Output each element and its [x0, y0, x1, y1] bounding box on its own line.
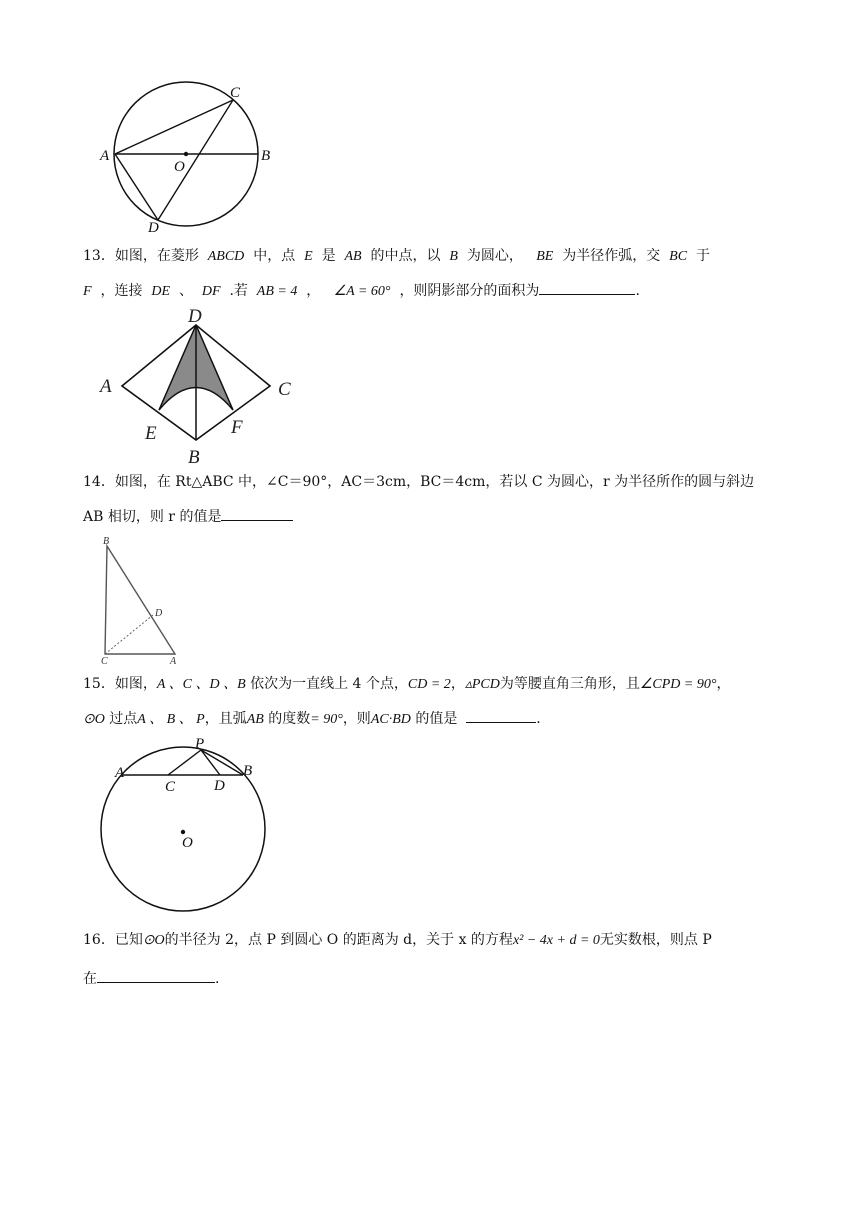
- label-a: A: [100, 148, 110, 164]
- text: 于: [695, 248, 710, 264]
- math-ab: AB: [344, 249, 362, 264]
- text: 如图，在 Rt△ABC 中，∠C＝90°，AC＝3cm，BC＝4cm，若以 C 为圆心，r 为半径所作的圆与斜边: [114, 474, 755, 490]
- text: ，则: [342, 711, 371, 727]
- math-product: AC·BD: [370, 712, 411, 727]
- math-bc: BC: [669, 249, 688, 264]
- question-number: 13．: [83, 248, 115, 264]
- math-arc: AB: [246, 712, 264, 727]
- text: AB 相切，则 r 的值是: [83, 509, 222, 525]
- math-degree: = 90°: [310, 712, 343, 727]
- question-number: 15．: [83, 676, 115, 692]
- label-p: P: [195, 736, 205, 752]
- text: ，: [716, 676, 731, 692]
- triangle-abc: [105, 546, 175, 654]
- figure-rhombus: [95, 300, 300, 470]
- q14-line2: [83, 506, 293, 528]
- text: 依次为一直线上 4 个点，: [250, 676, 408, 692]
- q14-line1: [83, 471, 754, 493]
- text: 过点: [109, 711, 138, 727]
- q15-line2: [83, 708, 541, 731]
- q13-line1: [83, 245, 710, 268]
- text: 是: [321, 248, 336, 264]
- math-b: B: [449, 249, 458, 264]
- label-d: D: [188, 306, 202, 327]
- label-d: D: [148, 220, 159, 236]
- math-df: DF: [201, 284, 221, 299]
- text: 为半径作弧，交: [562, 248, 661, 264]
- question-number: 16．: [83, 932, 115, 948]
- text: 为等腰直角三角形，且: [499, 676, 640, 692]
- label-e: E: [145, 423, 157, 444]
- segment-pb: [201, 750, 243, 775]
- circle-triangle-diagram: [95, 733, 280, 918]
- answer-blank: [97, 968, 215, 983]
- q15-line1: [83, 673, 730, 696]
- text: ，且弧: [204, 711, 247, 727]
- text: 的值是: [415, 711, 458, 727]
- label-c: C: [165, 779, 176, 795]
- text: 无实数根，则点 P: [599, 932, 712, 948]
- figure-circle-chords: [95, 78, 295, 238]
- math-equation: x² − 4x + d = 0: [512, 933, 600, 948]
- text: 、: [178, 283, 193, 299]
- text: 在: [83, 971, 97, 987]
- math-be: BE: [536, 249, 554, 264]
- label-b: B: [243, 763, 253, 779]
- text: .: [536, 711, 541, 727]
- text: .若: [229, 283, 248, 299]
- label-a: A: [100, 376, 112, 397]
- math-ab-eq: AB = 4: [256, 284, 298, 299]
- label-a: A: [115, 765, 125, 781]
- figure-circle-triangle: [95, 733, 280, 918]
- text: 的半径为 2，点 P 到圆心 O 的距离为 d，关于 x 的方程: [164, 932, 513, 948]
- text: 已知: [114, 932, 143, 948]
- math-f: F: [83, 284, 92, 299]
- chord-cd: [158, 100, 233, 220]
- label-o: O: [174, 159, 185, 175]
- label-d: D: [214, 778, 225, 794]
- math-circle-o: ⊙O: [83, 712, 105, 727]
- label-c: C: [230, 85, 241, 101]
- text: 如图，: [114, 676, 157, 692]
- text: ，则阴影部分的面积为: [399, 283, 540, 299]
- segment-cp: [168, 750, 201, 775]
- label-d: D: [155, 608, 163, 619]
- q16-line2: [83, 968, 219, 990]
- figure-right-triangle: [95, 532, 195, 667]
- math-cd-eq: CD = 2: [407, 677, 451, 692]
- math-de: DE: [151, 284, 171, 299]
- text: 的中点，以: [370, 248, 441, 264]
- label-b: B: [261, 148, 271, 164]
- answer-blank: [221, 506, 293, 521]
- text: 中，点: [253, 248, 296, 264]
- math-abcd: ABCD: [207, 249, 245, 264]
- answer-blank: [539, 280, 635, 295]
- math-points: A 、 B 、 P: [137, 712, 205, 727]
- text: 的度数: [268, 711, 311, 727]
- math-triangle: ▵PCD: [464, 677, 500, 692]
- text: ，连接: [100, 283, 143, 299]
- label-c: C: [101, 656, 108, 667]
- text: .: [215, 971, 220, 987]
- answer-blank: [466, 708, 536, 723]
- question-number: 14．: [83, 474, 115, 490]
- segment-cd: [105, 615, 153, 654]
- label-b: B: [188, 447, 200, 468]
- text: .: [635, 283, 640, 299]
- math-points: A 、C 、D 、B: [156, 677, 246, 692]
- circle-o: [101, 747, 265, 911]
- q16-line1: [83, 929, 712, 952]
- triangle-diagram: [95, 532, 195, 667]
- label-a: A: [170, 656, 177, 667]
- label-c: C: [278, 379, 291, 400]
- text: 如图，在菱形: [114, 248, 199, 264]
- center-point: [184, 152, 188, 156]
- text: ，: [450, 676, 465, 692]
- circle-chords-diagram: [95, 78, 295, 238]
- math-angle: ∠CPD = 90°: [639, 677, 717, 692]
- text: 为圆心，: [466, 248, 523, 264]
- math-angle-a: ∠A = 60°: [333, 284, 391, 299]
- label-b: B: [103, 536, 110, 547]
- math-circle-o: ⊙O: [142, 933, 165, 948]
- text: ，: [306, 283, 321, 299]
- label-f: F: [231, 417, 243, 438]
- rhombus-diagram: [95, 300, 300, 470]
- center-point: [181, 830, 185, 834]
- math-e: E: [304, 249, 313, 264]
- label-o: O: [182, 835, 193, 851]
